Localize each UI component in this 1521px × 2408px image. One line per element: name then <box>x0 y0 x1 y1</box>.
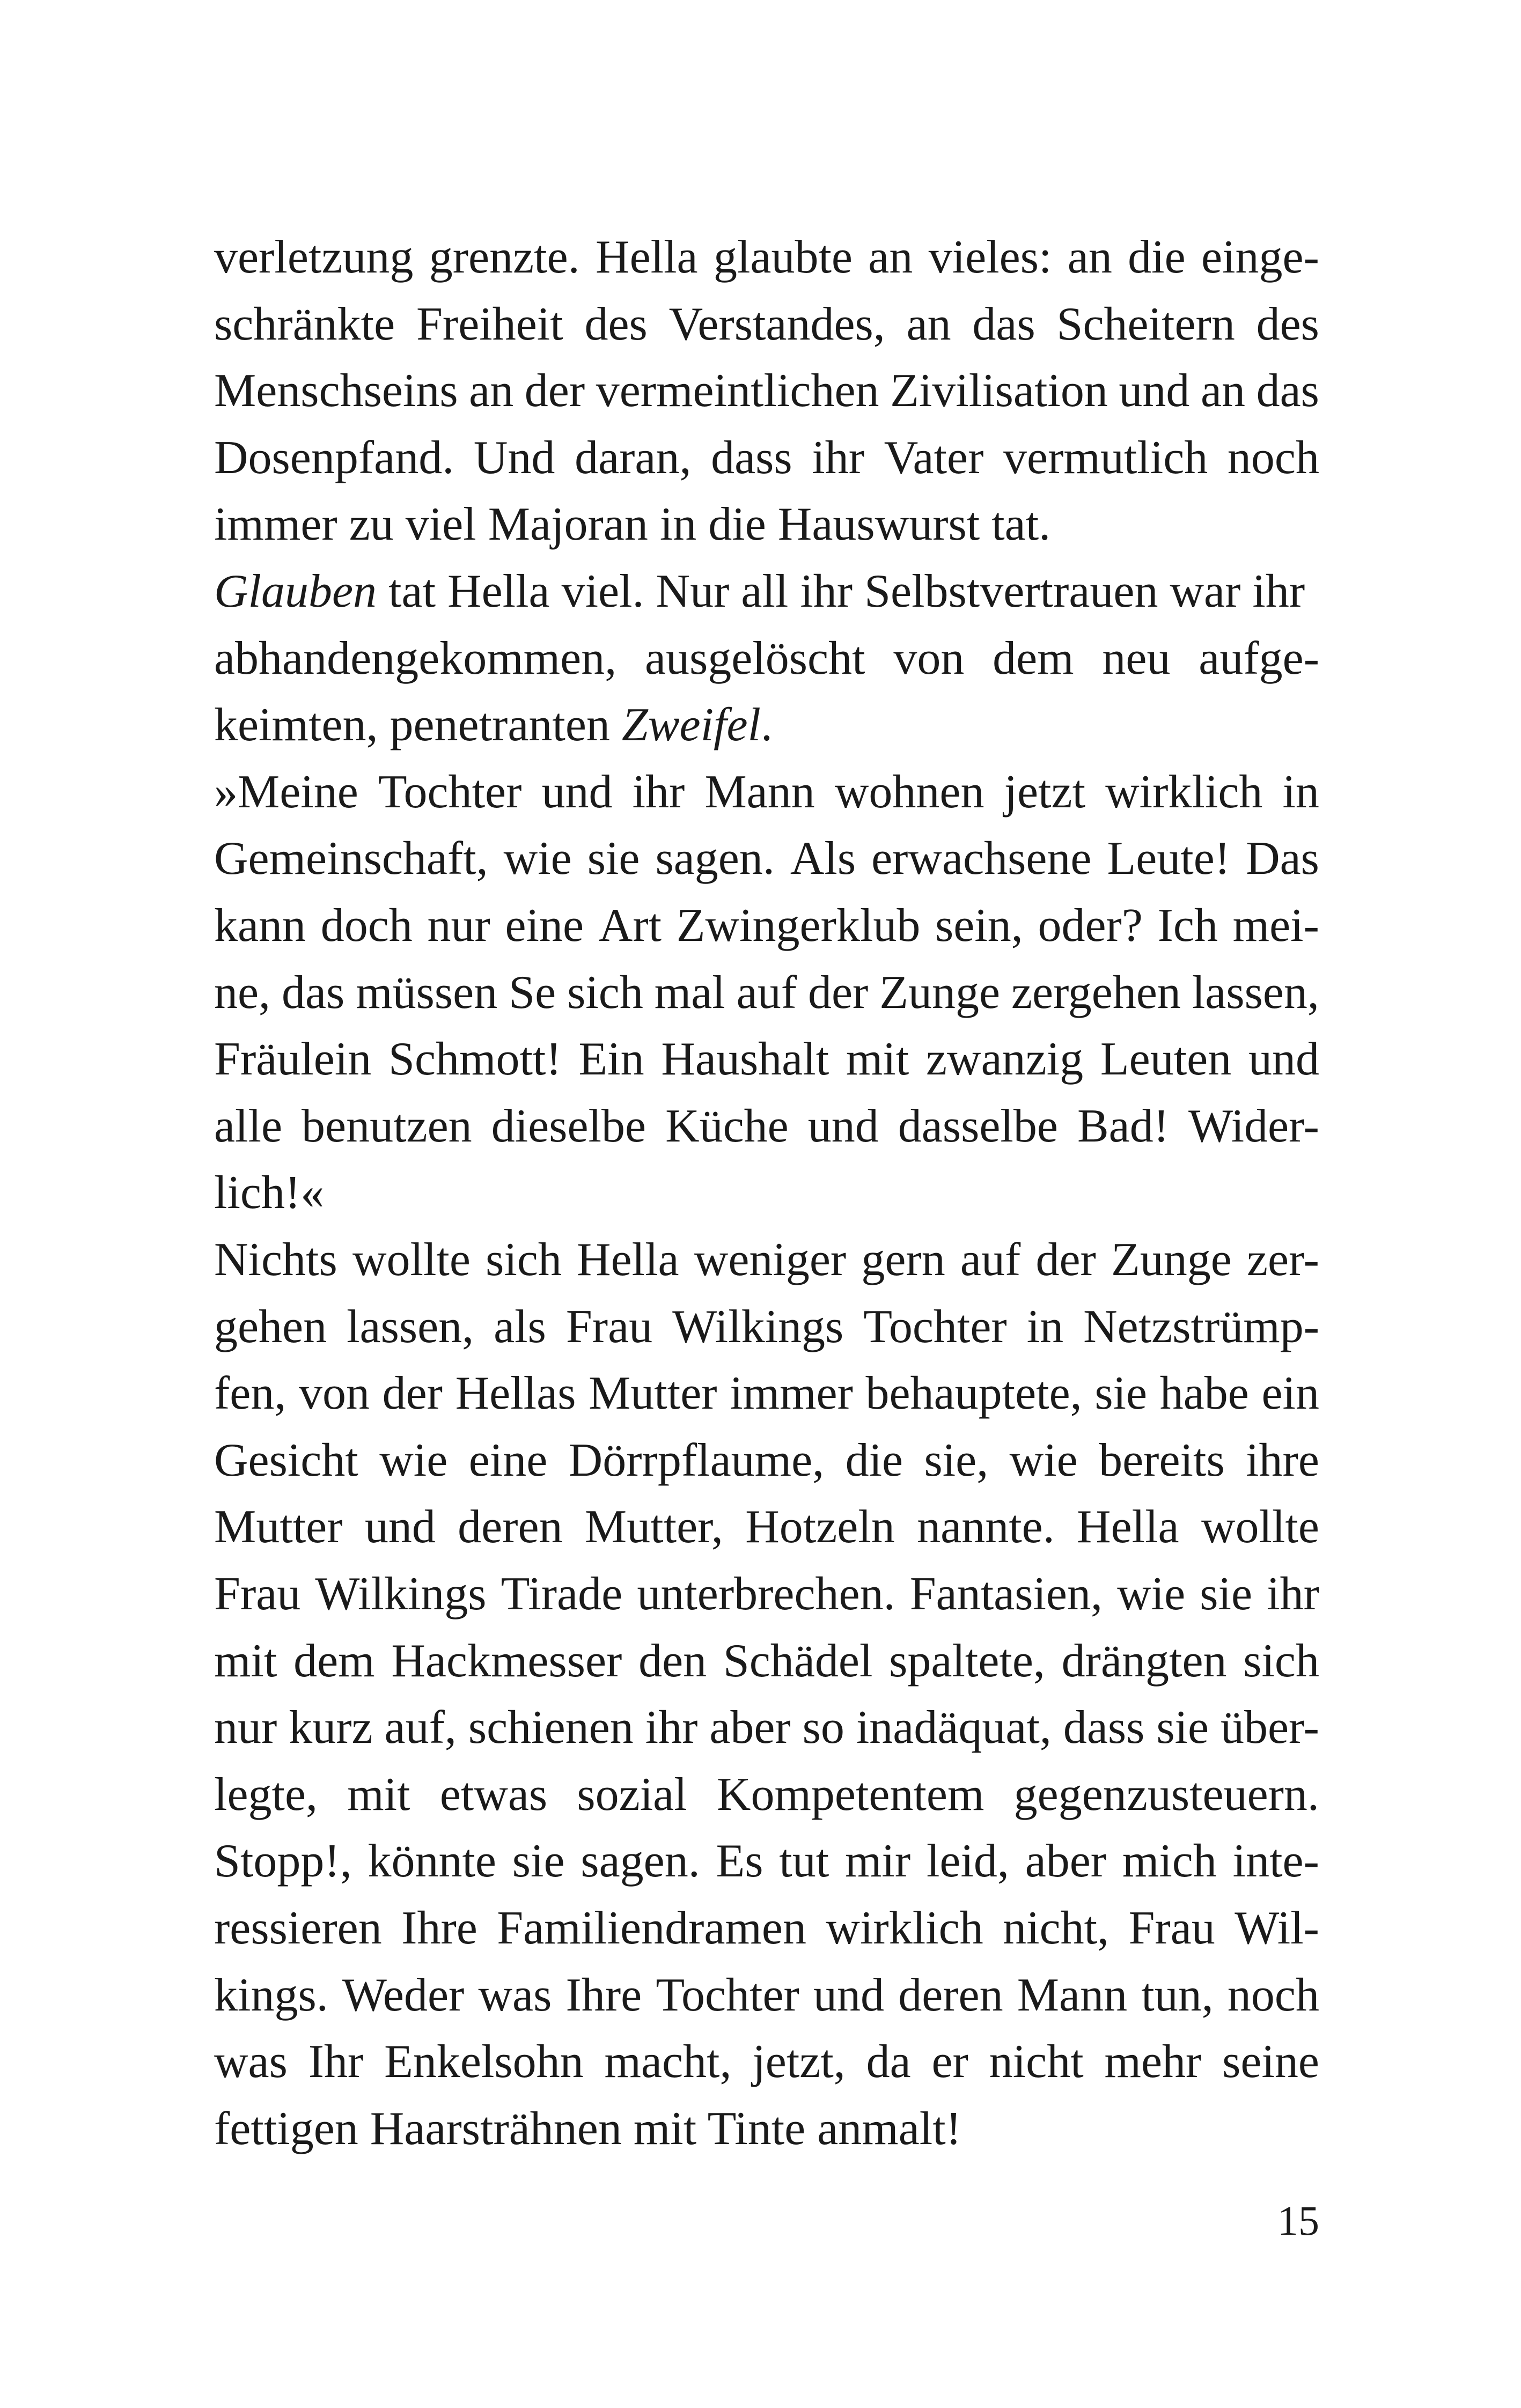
word: kurz <box>289 1702 373 1754</box>
word: wollte <box>352 1234 471 1286</box>
word: neu <box>1102 632 1171 684</box>
word: Gemeinschaft, <box>214 833 488 885</box>
text-line <box>214 491 1050 558</box>
word: nicht <box>989 2036 1084 2088</box>
word: vermeintlichen <box>596 365 879 417</box>
word: grenzte. <box>429 231 580 283</box>
word: von <box>299 1367 370 1419</box>
word: an <box>868 231 913 283</box>
word: sie, <box>924 1434 989 1486</box>
word: zer- <box>1246 1234 1319 1286</box>
word: Mutter <box>214 1501 343 1553</box>
word: da <box>866 2036 911 2088</box>
word: Familiendramen <box>497 1902 806 1954</box>
word: Hella <box>577 1234 679 1286</box>
word: sie <box>587 833 640 885</box>
word: nur <box>427 900 490 952</box>
word: sozial <box>577 1769 687 1821</box>
word: leid, <box>926 1835 1009 1887</box>
word: verletzung <box>214 231 414 283</box>
word: Wilkings <box>315 1568 487 1620</box>
word: legte, <box>214 1769 318 1821</box>
word: unterbrechen. <box>637 1568 895 1620</box>
line-text: immer zu viel Majoran in die Hauswurst tat. <box>214 498 1051 550</box>
word: Mann <box>704 766 815 818</box>
text-line <box>214 1093 1319 1160</box>
word: inte- <box>1232 1835 1319 1887</box>
line-text: tat Hella viel. Nur all ihr Selbstvertrauen war ihr <box>377 565 1305 617</box>
word: ihr <box>632 766 685 818</box>
word: daran, <box>575 432 692 484</box>
word: oder? <box>1038 900 1143 952</box>
text-line <box>214 893 1319 959</box>
word: Ein <box>578 1033 644 1085</box>
word: an <box>1067 231 1112 283</box>
word: bereits <box>1099 1434 1225 1486</box>
word: Das <box>1246 833 1319 885</box>
word: Und <box>473 432 555 484</box>
word: behauptete, <box>865 1367 1082 1419</box>
word: inadäquat, <box>856 1702 1052 1754</box>
emphasis: Zweifel <box>621 699 761 751</box>
line-text: keimten, penetranten <box>214 699 622 751</box>
word: mit <box>347 1769 410 1821</box>
word: und <box>364 1501 436 1553</box>
text-line <box>214 224 1319 291</box>
word: auf, <box>384 1702 457 1754</box>
word: sie <box>1094 1367 1148 1419</box>
word: nannte. <box>917 1501 1055 1553</box>
word: ausgelöscht <box>644 632 865 684</box>
word: Küche <box>665 1100 789 1152</box>
word: der <box>1035 1234 1096 1286</box>
word: vermutlich <box>1003 432 1208 484</box>
text-line <box>214 692 773 759</box>
word: und <box>1248 1033 1319 1085</box>
word: ein <box>1261 1367 1319 1419</box>
word: was <box>214 2036 288 2088</box>
text-line <box>214 1160 324 1226</box>
word: kann <box>214 900 306 952</box>
word: Ihr <box>308 2036 364 2088</box>
word: nicht, <box>1003 1902 1109 1954</box>
word: von <box>893 632 965 684</box>
word: ihr <box>645 1702 698 1754</box>
word: Es <box>716 1835 763 1887</box>
word: der <box>807 967 869 1019</box>
word: das <box>1256 365 1319 417</box>
text-line <box>214 1561 1319 1628</box>
word: an <box>906 298 951 350</box>
word: weniger <box>694 1234 847 1286</box>
word: mei- <box>1232 900 1319 952</box>
word: noch <box>1227 432 1319 484</box>
text-line <box>214 291 1319 358</box>
word: mal <box>654 967 725 1019</box>
word: Zivilisation <box>890 365 1108 417</box>
word: mehr <box>1104 2036 1202 2088</box>
word: jetzt <box>1004 766 1086 818</box>
word: aber <box>1025 1835 1107 1887</box>
text-line <box>214 625 1319 692</box>
line-tail: . <box>761 699 773 751</box>
word: kings. <box>214 1969 328 2021</box>
text-line <box>214 2029 1319 2095</box>
word: das <box>281 967 345 1019</box>
word: sie <box>1200 1568 1253 1620</box>
word: müssen <box>356 967 498 1019</box>
line-text: lich!« <box>214 1167 325 1219</box>
word: Stopp!, <box>214 1835 352 1887</box>
word: gegenzusteuern. <box>1013 1769 1319 1821</box>
word: Gesicht <box>214 1434 358 1486</box>
word: Se <box>509 967 556 1019</box>
text-line <box>214 1494 1319 1560</box>
page-number: 15 <box>1277 2197 1319 2244</box>
word: vieles: <box>928 231 1052 283</box>
emphasis: Glauben <box>214 565 377 617</box>
word: Ich <box>1157 900 1218 952</box>
text-line <box>214 1294 1319 1360</box>
word: Ihre <box>565 1969 642 2021</box>
word: Leuten <box>1100 1033 1232 1085</box>
word: in <box>1026 1301 1064 1353</box>
word: sich <box>567 967 643 1019</box>
word: Mutter <box>589 1367 717 1419</box>
word: Dörrpflaume, <box>568 1434 825 1486</box>
word: mit <box>846 1033 909 1085</box>
word: wirklich <box>1105 766 1263 818</box>
text-line <box>214 1360 1319 1427</box>
word: lassen, <box>1192 967 1319 1019</box>
word: und <box>807 1100 879 1152</box>
line-text: fettigen Haarsträhnen mit Tinte anmalt! <box>214 2103 962 2155</box>
word: wie <box>1009 1434 1078 1486</box>
word: alle <box>214 1100 283 1152</box>
word: sich <box>486 1234 562 1286</box>
word: zergehen <box>1011 967 1181 1019</box>
word: benutzen <box>302 1100 472 1152</box>
text-line <box>214 826 1319 892</box>
word: abhandengekommen, <box>214 632 617 684</box>
word: nur <box>214 1702 277 1754</box>
text-line <box>214 2096 961 2162</box>
word: dass <box>711 432 792 484</box>
word: Zwingerklub <box>676 900 921 952</box>
text-line <box>214 425 1319 491</box>
word: als <box>494 1301 546 1353</box>
word: Schmott! <box>388 1033 562 1085</box>
word: an <box>1200 365 1246 417</box>
word: das <box>972 298 1035 350</box>
word: Hella <box>596 231 698 283</box>
text-line <box>214 558 1305 625</box>
word: sich <box>1243 1635 1319 1687</box>
word: Verstandes, <box>668 298 885 350</box>
word: Netzstrümp- <box>1083 1301 1319 1353</box>
word: wohnen <box>834 766 984 818</box>
word: des <box>1256 298 1319 350</box>
word: lassen, <box>347 1301 474 1353</box>
word: ihr <box>812 432 865 484</box>
word: spaltete, <box>889 1635 1045 1687</box>
word: noch <box>1227 1969 1319 2021</box>
word: mit <box>214 1635 277 1687</box>
word: etwas <box>439 1769 548 1821</box>
text-line <box>214 759 1319 826</box>
word: Tirade <box>501 1568 623 1620</box>
word: und <box>1119 365 1190 417</box>
word: immer <box>730 1367 853 1419</box>
word: Hellas <box>455 1367 576 1419</box>
word: wie <box>503 833 572 885</box>
word: dem <box>993 632 1074 684</box>
word: tun, <box>1141 1969 1214 2021</box>
word: sie <box>512 1835 565 1887</box>
text-line <box>214 1026 1319 1093</box>
word: dass <box>1063 1702 1145 1754</box>
word: was <box>478 1969 552 2021</box>
word: und <box>541 766 613 818</box>
word: habe <box>1159 1367 1249 1419</box>
word: jetzt, <box>752 2036 846 2088</box>
word: der <box>382 1367 443 1419</box>
word: sie <box>1156 1702 1209 1754</box>
word: ressieren <box>214 1902 382 1954</box>
word: wie <box>1117 1568 1186 1620</box>
word: aber <box>709 1702 791 1754</box>
word: aufge- <box>1199 632 1319 684</box>
text-line <box>214 1895 1319 1962</box>
word: Weder <box>342 1969 465 2021</box>
word: die <box>845 1434 903 1486</box>
word: er <box>931 2036 968 2088</box>
word: doch <box>320 900 413 952</box>
word: wie <box>379 1434 448 1486</box>
text-line <box>214 960 1319 1026</box>
word: Leute! <box>1107 833 1231 885</box>
word: ihre <box>1246 1434 1319 1486</box>
word: fen, <box>214 1367 286 1419</box>
word: könnte <box>368 1835 496 1887</box>
word: Freiheit <box>416 298 563 350</box>
word: schränkte <box>214 298 395 350</box>
word: Kompetentem <box>716 1769 984 1821</box>
word: so <box>802 1702 844 1754</box>
word: tut <box>779 1835 829 1887</box>
text-line <box>214 1962 1319 2029</box>
word: sein, <box>935 900 1023 952</box>
word: an <box>469 365 514 417</box>
word: Nichts <box>214 1234 337 1286</box>
word: Zunge <box>879 967 1001 1019</box>
word: ne, <box>214 967 271 1019</box>
text-line <box>214 1695 1319 1761</box>
word: sagen. <box>655 833 775 885</box>
word: erwachsene <box>871 833 1092 885</box>
word: mir <box>844 1835 911 1887</box>
word: seine <box>1222 2036 1319 2088</box>
word: Frau <box>214 1568 301 1620</box>
word: Bad! <box>1077 1100 1170 1152</box>
word: Menschseins <box>214 365 458 417</box>
word: Fräulein <box>214 1033 372 1085</box>
word: deren <box>898 1969 1003 2021</box>
word: zwanzig <box>925 1033 1084 1085</box>
word: über- <box>1221 1702 1319 1754</box>
word: sagen. <box>581 1835 700 1887</box>
word: gehen <box>214 1301 327 1353</box>
word: den <box>638 1635 707 1687</box>
word: Fantasien, <box>909 1568 1103 1620</box>
word: Wider- <box>1188 1100 1319 1152</box>
word: Hotzeln <box>745 1501 895 1553</box>
word: Wilkings <box>672 1301 844 1353</box>
word: Tochter <box>378 766 522 818</box>
word: Hackmesser <box>391 1635 622 1687</box>
word: Dosenpfand. <box>214 432 454 484</box>
word: Vater <box>884 432 984 484</box>
word: drängten <box>1061 1635 1227 1687</box>
word: Art <box>598 900 662 952</box>
word: Als <box>790 833 856 885</box>
text-line <box>214 1762 1319 1828</box>
text-line <box>214 1227 1319 1293</box>
word: dem <box>293 1635 375 1687</box>
word: dieselbe <box>491 1100 646 1152</box>
word: Tochter <box>656 1969 799 2021</box>
word: Tochter <box>863 1301 1007 1353</box>
word: und <box>813 1969 885 2021</box>
word: einge- <box>1201 231 1319 283</box>
word: des <box>584 298 648 350</box>
text-line <box>214 1427 1319 1494</box>
word: glaubte <box>713 231 853 283</box>
word: Zunge <box>1111 1234 1232 1286</box>
word: Scheitern <box>1056 298 1235 350</box>
word: wollte <box>1201 1501 1319 1553</box>
text-line <box>214 1828 1319 1895</box>
word: die <box>1128 231 1186 283</box>
word: Schädel <box>723 1635 873 1687</box>
word: der <box>524 365 585 417</box>
word: auf <box>960 1234 1021 1286</box>
word: eine <box>468 1434 548 1486</box>
word: macht, <box>604 2036 732 2088</box>
word: Ihre <box>401 1902 477 1954</box>
word: dasselbe <box>898 1100 1058 1152</box>
word: ihr <box>1267 1568 1319 1620</box>
text-line <box>214 358 1319 424</box>
word: Enkelsohn <box>384 2036 584 2088</box>
word: in <box>1282 766 1319 818</box>
word: Mann <box>1017 1969 1128 2021</box>
word: wirklich <box>826 1902 983 1954</box>
text-line <box>214 1628 1319 1695</box>
word: Mutter, <box>584 1501 723 1553</box>
word: gern <box>861 1234 945 1286</box>
word: deren <box>458 1501 563 1553</box>
word: Frau <box>1128 1902 1215 1954</box>
word: Wil- <box>1235 1902 1319 1954</box>
word: schienen <box>468 1702 634 1754</box>
word: Hella <box>1077 1501 1179 1553</box>
word: mich <box>1122 1835 1217 1887</box>
word: Frau <box>565 1301 653 1353</box>
word: eine <box>505 900 584 952</box>
word: »Meine <box>214 766 358 818</box>
word: Haushalt <box>661 1033 829 1085</box>
word: auf <box>736 967 797 1019</box>
